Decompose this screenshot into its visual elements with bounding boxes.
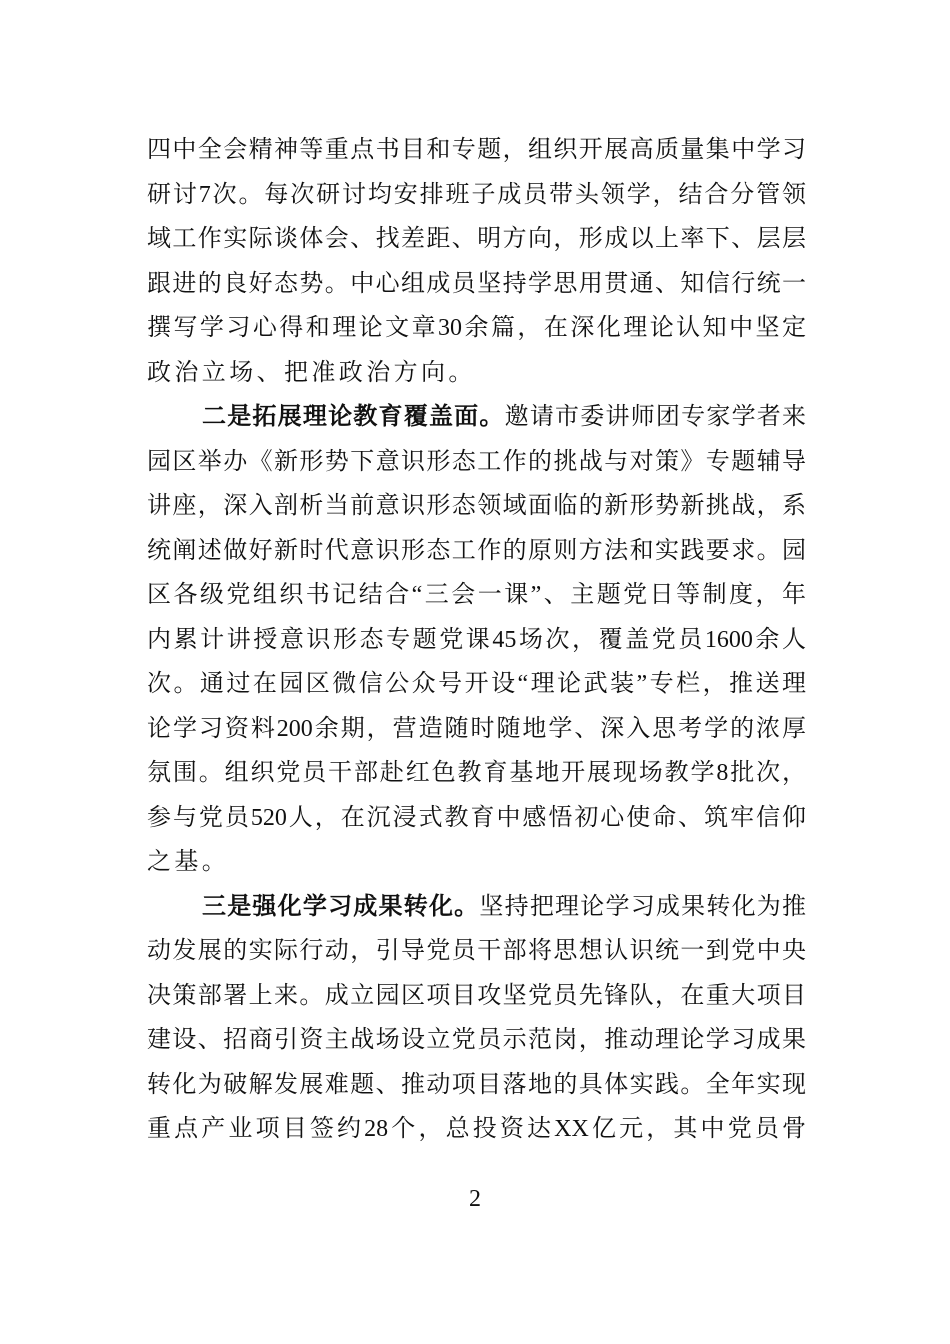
paragraph-heading: 二是拓展理论教育覆盖面。 [202, 404, 505, 430]
text-line: 建设、招商引资主战场设立党员示范岗，推动理论学习成果 [147, 1027, 806, 1053]
text-line: 域工作实际谈体会、找差距、明方向，形成以上率下、层层 [147, 226, 806, 252]
text-line [147, 395, 806, 440]
text-span: 坚持把理论学习成果转化为推 [479, 893, 806, 920]
text-line: 决策部署上来。成立园区项目攻坚党员先锋队，在重大项目 [147, 982, 806, 1009]
text-line: 转化为破解发展难题、推动项目落地的具体实践。全年实现 [147, 1071, 806, 1098]
paragraph-heading: 三是强化学习成果转化。 [202, 893, 480, 920]
text-line: 参与党员520人，在沉浸式教育中感悟初心使命、筑牢信仰 [147, 804, 806, 831]
text-line [147, 885, 806, 930]
paragraph-3 [147, 885, 806, 1152]
text-line: 撰写学习心得和理论文章30余篇，在深化理论认知中坚定 [147, 315, 806, 341]
text-line: 论学习资料200余期，营造随时随地学、深入思考学的浓厚 [147, 715, 806, 742]
text-line: 区各级党组织书记结合“三会一课”、主题党日等制度，年 [147, 582, 806, 608]
text-line: 研讨7次。每次研讨均安排班子成员带头领学，结合分管领 [147, 181, 806, 208]
text-line: 四中全会精神等重点书目和专题，组织开展高质量集中学习 [147, 137, 806, 163]
text-line: 政治立场、把准政治方向。 [147, 359, 476, 386]
text-line: 讲座，深入剖析当前意识形态领域面临的新形势新挑战，系 [147, 493, 806, 519]
text-line: 内累计讲授意识形态专题党课45场次，覆盖党员1600余人 [147, 626, 806, 653]
paragraph-2 [147, 395, 806, 885]
document-body [147, 128, 806, 1152]
page-number: 2 [469, 1186, 481, 1212]
text-line: 统阐述做好新时代意识形态工作的原则方法和实践要求。园 [147, 537, 806, 564]
text-line: 动发展的实际行动，引导党员干部将思想认识统一到党中央 [147, 938, 806, 964]
text-span: 邀请市委讲师团专家学者来 [504, 404, 806, 430]
text-line: 跟进的良好态势。中心组成员坚持学思用贯通、知信行统一 [147, 270, 806, 297]
text-line: 园区举办《新形势下意识形态工作的挑战与对策》专题辅导 [147, 448, 806, 475]
text-line: 次。通过在园区微信公众号开设“理论武装”专栏，推送理 [147, 671, 806, 697]
text-line: 之基。 [147, 849, 230, 875]
text-line: 重点产业项目签约28个，总投资达XX亿元，其中党员骨 [147, 1116, 806, 1142]
text-line: 氛围。组织党员干部赴红色教育基地开展现场教学8批次， [147, 760, 806, 786]
paragraph-1 [147, 128, 806, 395]
